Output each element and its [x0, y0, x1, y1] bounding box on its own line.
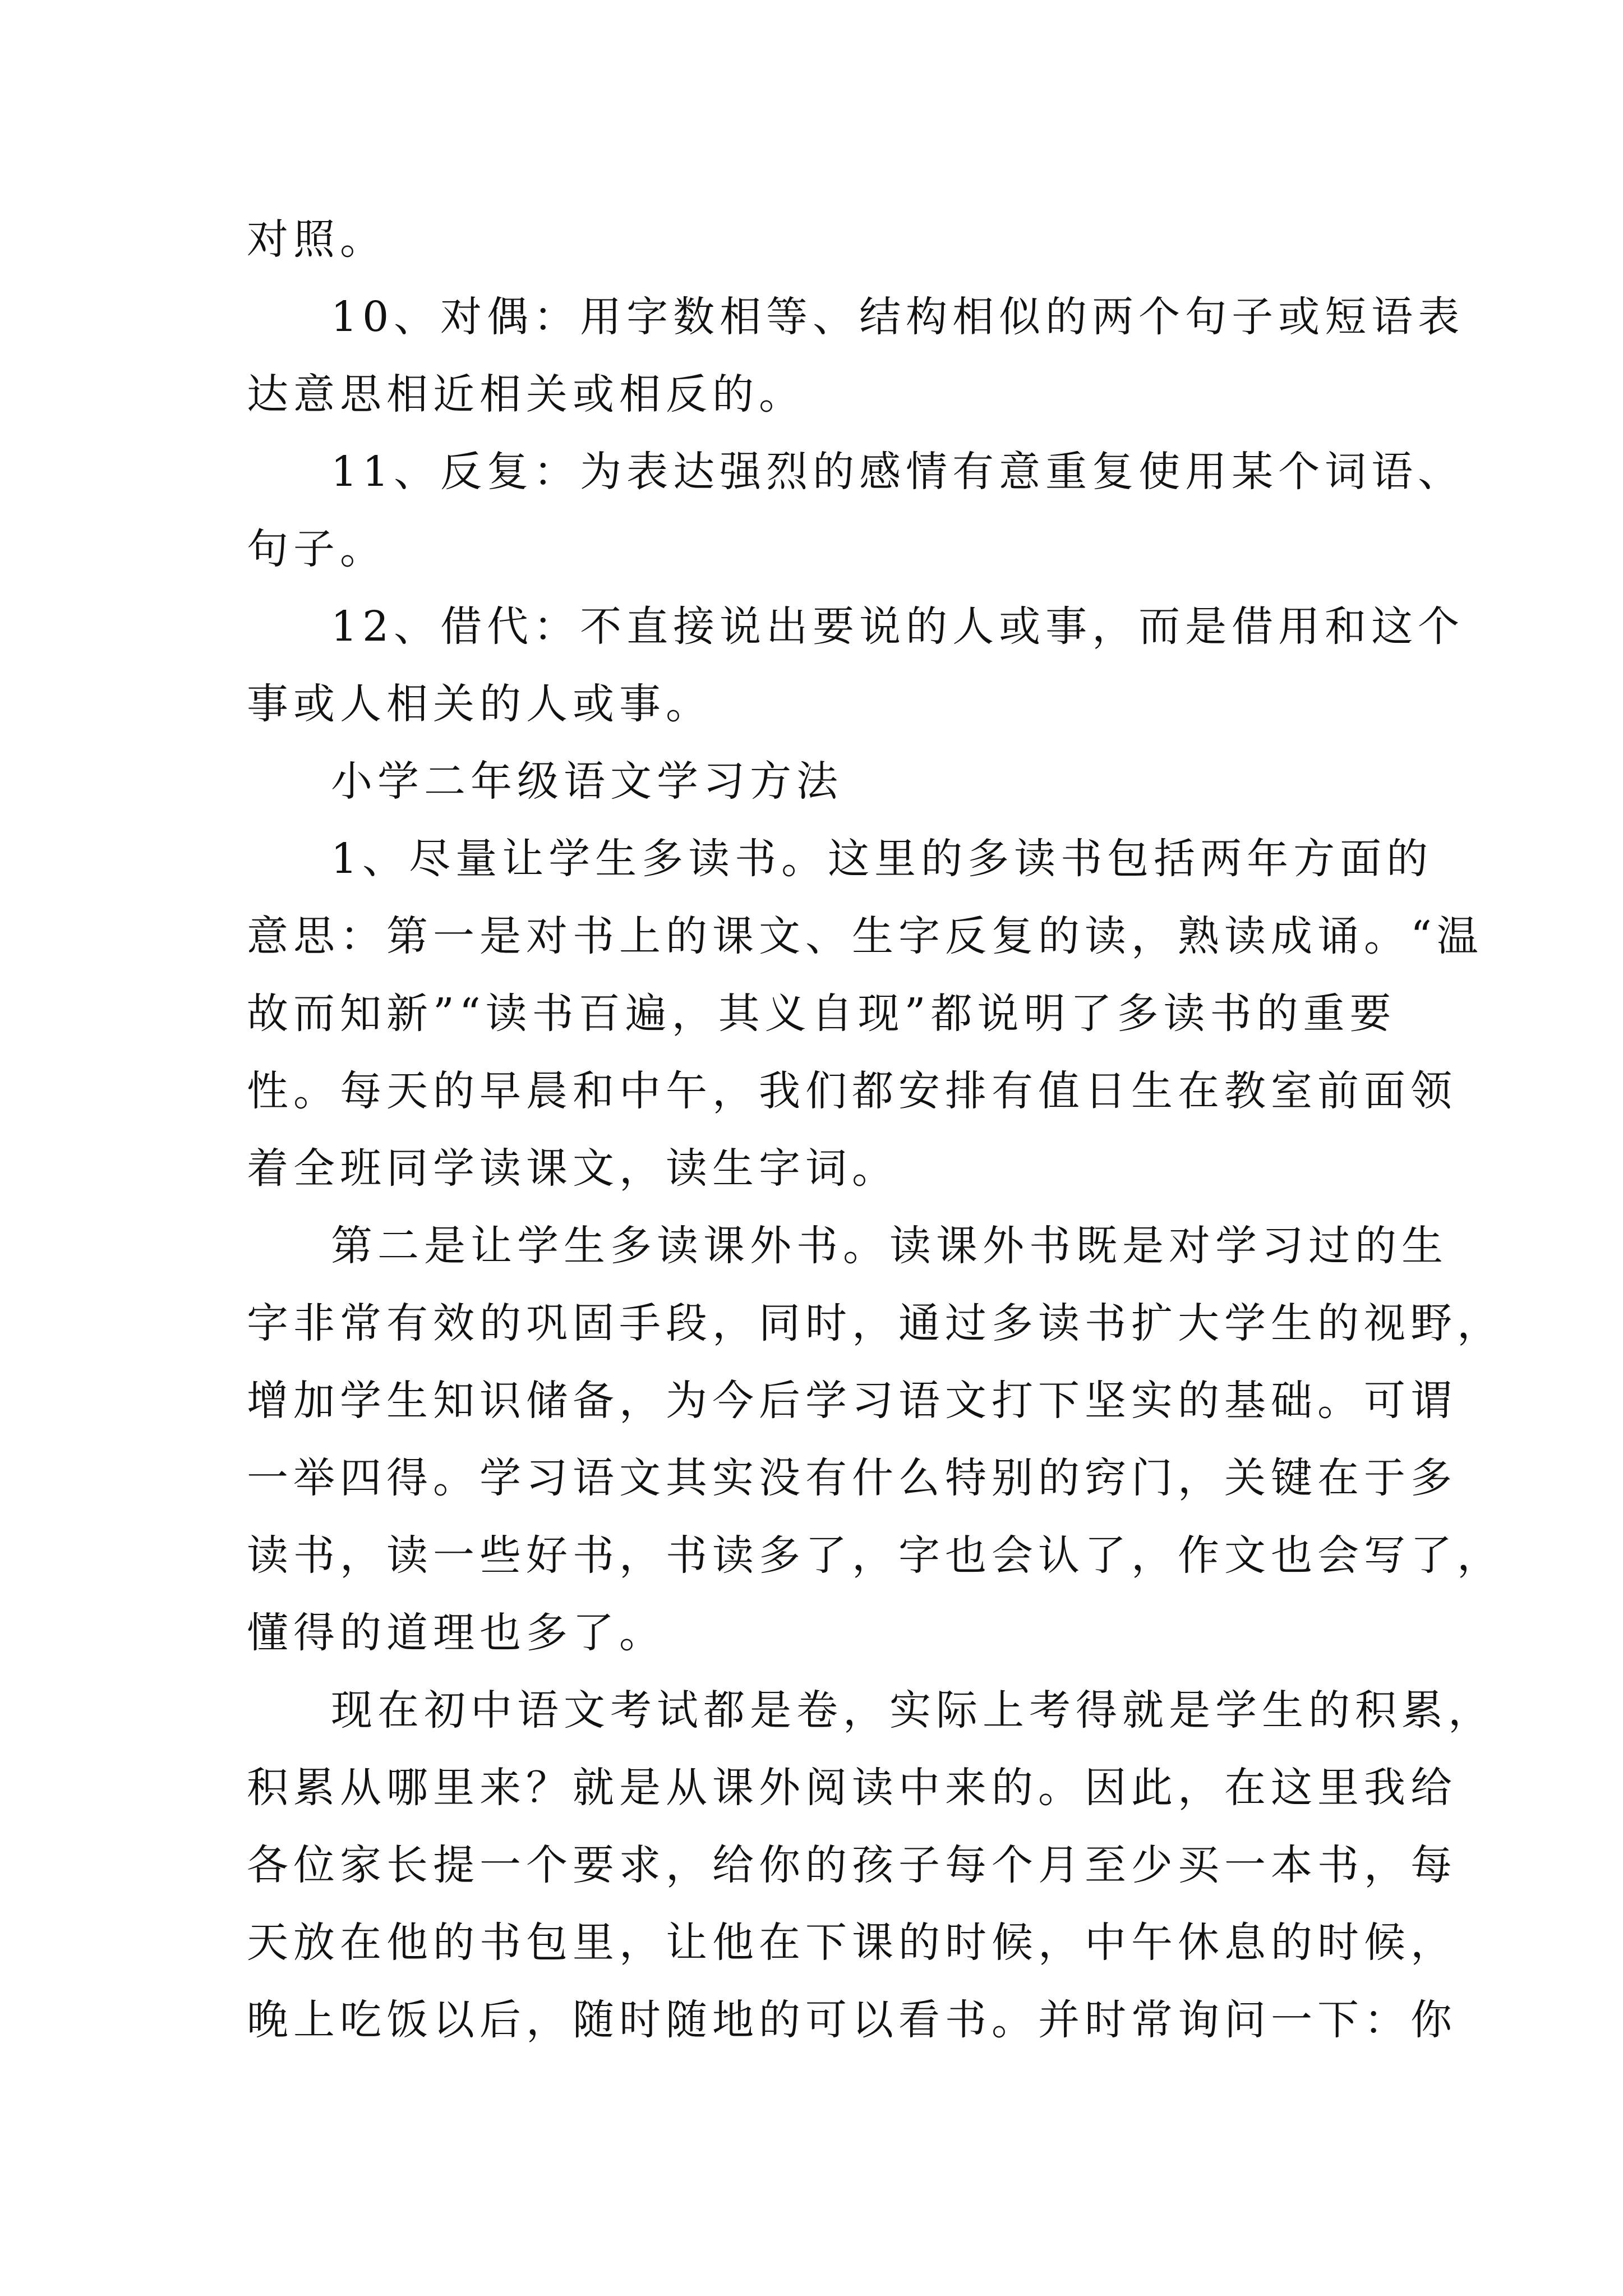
- text-line: 各位家长提一个要求，给你的孩子每个月至少买一本书，每: [247, 1841, 1457, 1889]
- text-line: 第二是让学生多读课外书。读课外书既是对学习过的生: [331, 1222, 1448, 1270]
- text-line: 天放在他的书包里，让他在下课的时候，中午休息的时候，: [247, 1918, 1457, 1967]
- text-line: 意思：第一是对书上的课文、生字反复的读，熟读成诵。“温: [247, 912, 1483, 960]
- text-line: 字非常有效的巩固手段，同时，通过多读书扩大学生的视野，: [247, 1299, 1504, 1347]
- text-line: 11、反复：为表达强烈的感情有意重复使用某个词语、: [331, 448, 1465, 496]
- text-line: 10、对偶：用字数相等、结构相似的两个句子或短语表: [331, 293, 1465, 341]
- text-line: 懂得的道理也多了。: [247, 1609, 666, 1657]
- text-line: 现在初中语文考试都是卷，实际上考得就是学生的积累，: [331, 1686, 1495, 1734]
- text-line: 事或人相关的人或事。: [247, 680, 712, 728]
- text-line: 达意思相近相关或相反的。: [247, 370, 805, 418]
- text-line: 故而知新”“读书百遍，其义自现”都说明了多读书的重要: [247, 990, 1396, 1038]
- text-line: 性。每天的早晨和中午，我们都安排有值日生在教室前面领: [247, 1067, 1457, 1115]
- text-line: 句子。: [247, 525, 386, 573]
- text-line: 着全班同学读课文，读生字词。: [247, 1144, 898, 1193]
- text-line: 读书，读一些好书，书读多了，字也会认了，作文也会写了，: [247, 1531, 1504, 1580]
- text-line: 一举四得。学习语文其实没有什么特别的窍门，关键在于多: [247, 1454, 1457, 1502]
- text-line: 对照。: [247, 215, 386, 264]
- text-line: 积累从哪里来？就是从课外阅读中来的。因此，在这里我给: [247, 1764, 1457, 1812]
- text-line: 增加学生知识储备，为今后学习语文打下坚实的基础。可谓: [247, 1377, 1457, 1425]
- text-line: 1、尽量让学生多读书。这里的多读书包括两年方面的: [331, 835, 1433, 883]
- text-line: 晚上吃饭以后，随时随地的可以看书。并时常询问一下：你: [247, 1996, 1457, 2044]
- section-heading: 小学二年级语文学习方法: [331, 757, 843, 806]
- text-line: 12、借代：不直接说出要说的人或事，而是借用和这个: [331, 602, 1465, 651]
